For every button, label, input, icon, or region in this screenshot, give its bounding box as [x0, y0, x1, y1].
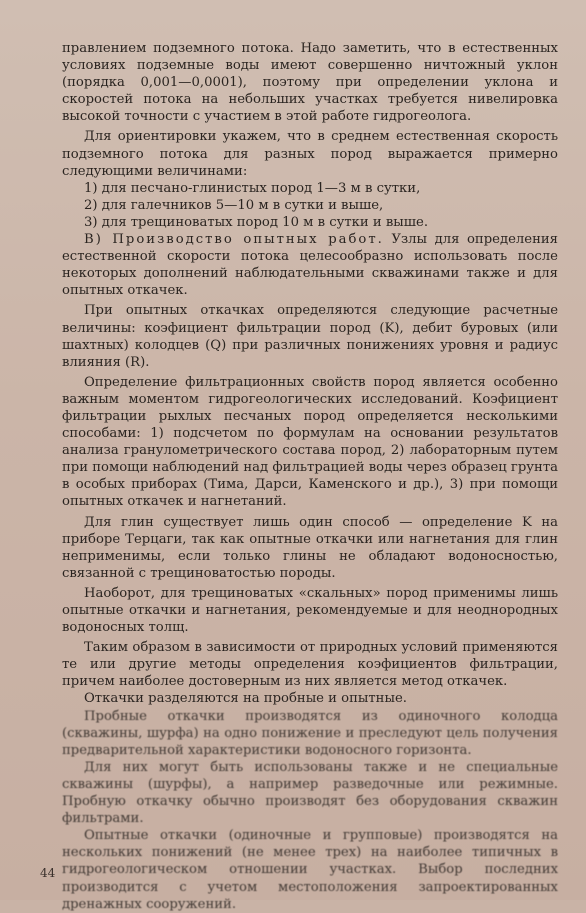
paragraph-5: Определение фильтрационных свойств пород является особенно важным моментом гидрогеологических исследований. Коэфициент фильтрации рыхлых песчаных пород определяется несколькими способами: 1) подсчетом по формулам на основании результатов анализа гранулометрического состава пород, 2) лабораторным путем при помощи наблюдений над фильтрацией воды через образец грунта в особых приборах (Тима, Дарси, Каменского и др.), 3) при помощи опытных откачек и нагнетаний. — [62, 374, 558, 510]
paragraph-9: Откачки разделяются на пробные и опытные. — [84, 691, 407, 707]
list-item: 3) для трещиноватых пород 10 м в сутки и выше. — [84, 214, 429, 230]
page-number: 44 — [40, 866, 56, 880]
section-heading: В) Производство опытных работ. — [84, 232, 384, 248]
list-item: 2) для галечников 5—10 м в сутки и выше, — [84, 197, 384, 213]
paragraph-8: Таким образом в зависимости от природных условий применяются те или другие методы определения коэфициентов фильтрации, причем наиболее достоверным из них является метод откачек. — [62, 640, 558, 690]
paragraph-3-text: Узлы для определения естественной скорости потока целесообразно использовать после некоторых дополнений наблюдательными скважинами также и для опытных откачек. — [62, 232, 558, 299]
paragraph-3 — [62, 231, 558, 299]
paragraph-12: Опытные откачки (одиночные и групповые) производятся на нескольких понижений (не менее трех) на наиболее типичных в гидрогеологическом отношении участках. Выбор последних производится с учетом местоположения запроектированных дренажных сооружений. — [62, 828, 558, 912]
paragraph-10: Пробные откачки производятся из одиночного колодца (скважины, шурфа) на одно понижение и преследуют цель получения предварительной характеристики водоносного горизонта. — [62, 708, 558, 758]
paragraph-1: правлением подземного потока. Надо заметить, что в естественных условиях подземные воды имеют совершенно ничтожный уклон (порядка 0,001—0,0001), поэтому при определении уклона и скоростей потока на небольших участках требуется нивелировка высокой точности с участием в этой работе гидрогеолога. — [62, 41, 558, 125]
paragraph-2: Для ориентировки укажем, что в среднем естественная скорость подземного потока для разных пород выражается примерно следующими величинами: — [62, 129, 558, 179]
paragraph-6: Для глин существует лишь один способ — определение K на приборе Терцаги, так как опытные откачки или нагнетания для глин неприменимы, если только глины не обладают водоносностью, связанной с трещиноватостью породы. — [62, 514, 558, 581]
paragraph-11: Для них могут быть использованы также и не специальные скважины (шурфы), а например разведочные или режимные. Пробную откачку обычно производят без оборудования скважин фильтрами. — [62, 759, 558, 827]
list-item: 1) для песчано-глинистых пород 1—3 м в сутки, — [84, 180, 421, 196]
paragraph-4: При опытных откачках определяются следующие расчетные величины: коэфициент фильтрации пород (K), дебит буровых (или шахтных) колодцев (Q) при различных понижениях уровня и радиус влияния (R). — [62, 303, 558, 370]
paragraph-7: Наоборот, для трещиноватых «скальных» пород применимы лишь опытные откачки и нагнетания, рекомендуемые и для неоднородных водоносных толщ. — [62, 585, 558, 636]
